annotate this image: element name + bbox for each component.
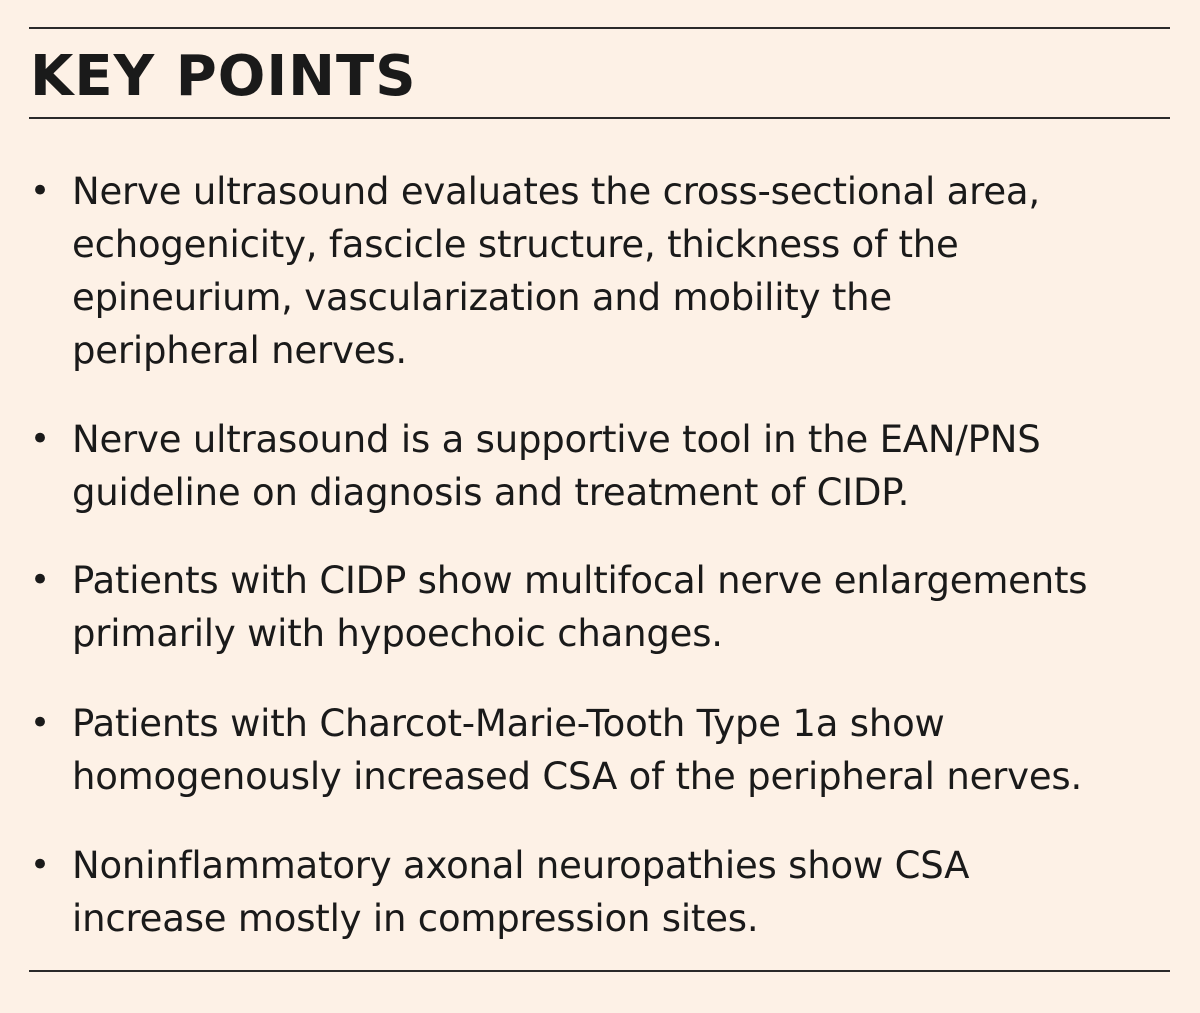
key-point-text: Patients with CIDP show multifocal nerve enlargements primarily with hypoechoic changes. [72,559,1088,655]
bullet-icon: • [30,419,51,459]
bullet-icon: • [30,560,51,600]
title-divider [29,117,1170,119]
key-point-text: Patients with Charcot-Marie-Tooth Type 1a show homogenously increased CSA of the peripheral nerves. [72,702,1083,798]
section-title: KEY POINTS [30,44,417,109]
bullet-icon: • [30,703,51,743]
key-point-text: Nerve ultrasound is a supportive tool in the EAN/PNS guideline on diagnosis and treatment of CIDP. [72,418,1041,514]
bullet-icon: • [30,845,51,885]
key-point-text: Noninflammatory axonal neuropathies show CSA increase mostly in compression sites. [72,844,970,940]
top-divider [29,27,1170,29]
key-point-text: Nerve ultrasound evaluates the cross-sectional area, echogenicity, fascicle structure, thickness of the epineurium, vascularization and mobility the peripheral nerves. [72,170,1040,372]
bullet-icon: • [30,171,51,211]
bottom-divider [29,970,1170,972]
